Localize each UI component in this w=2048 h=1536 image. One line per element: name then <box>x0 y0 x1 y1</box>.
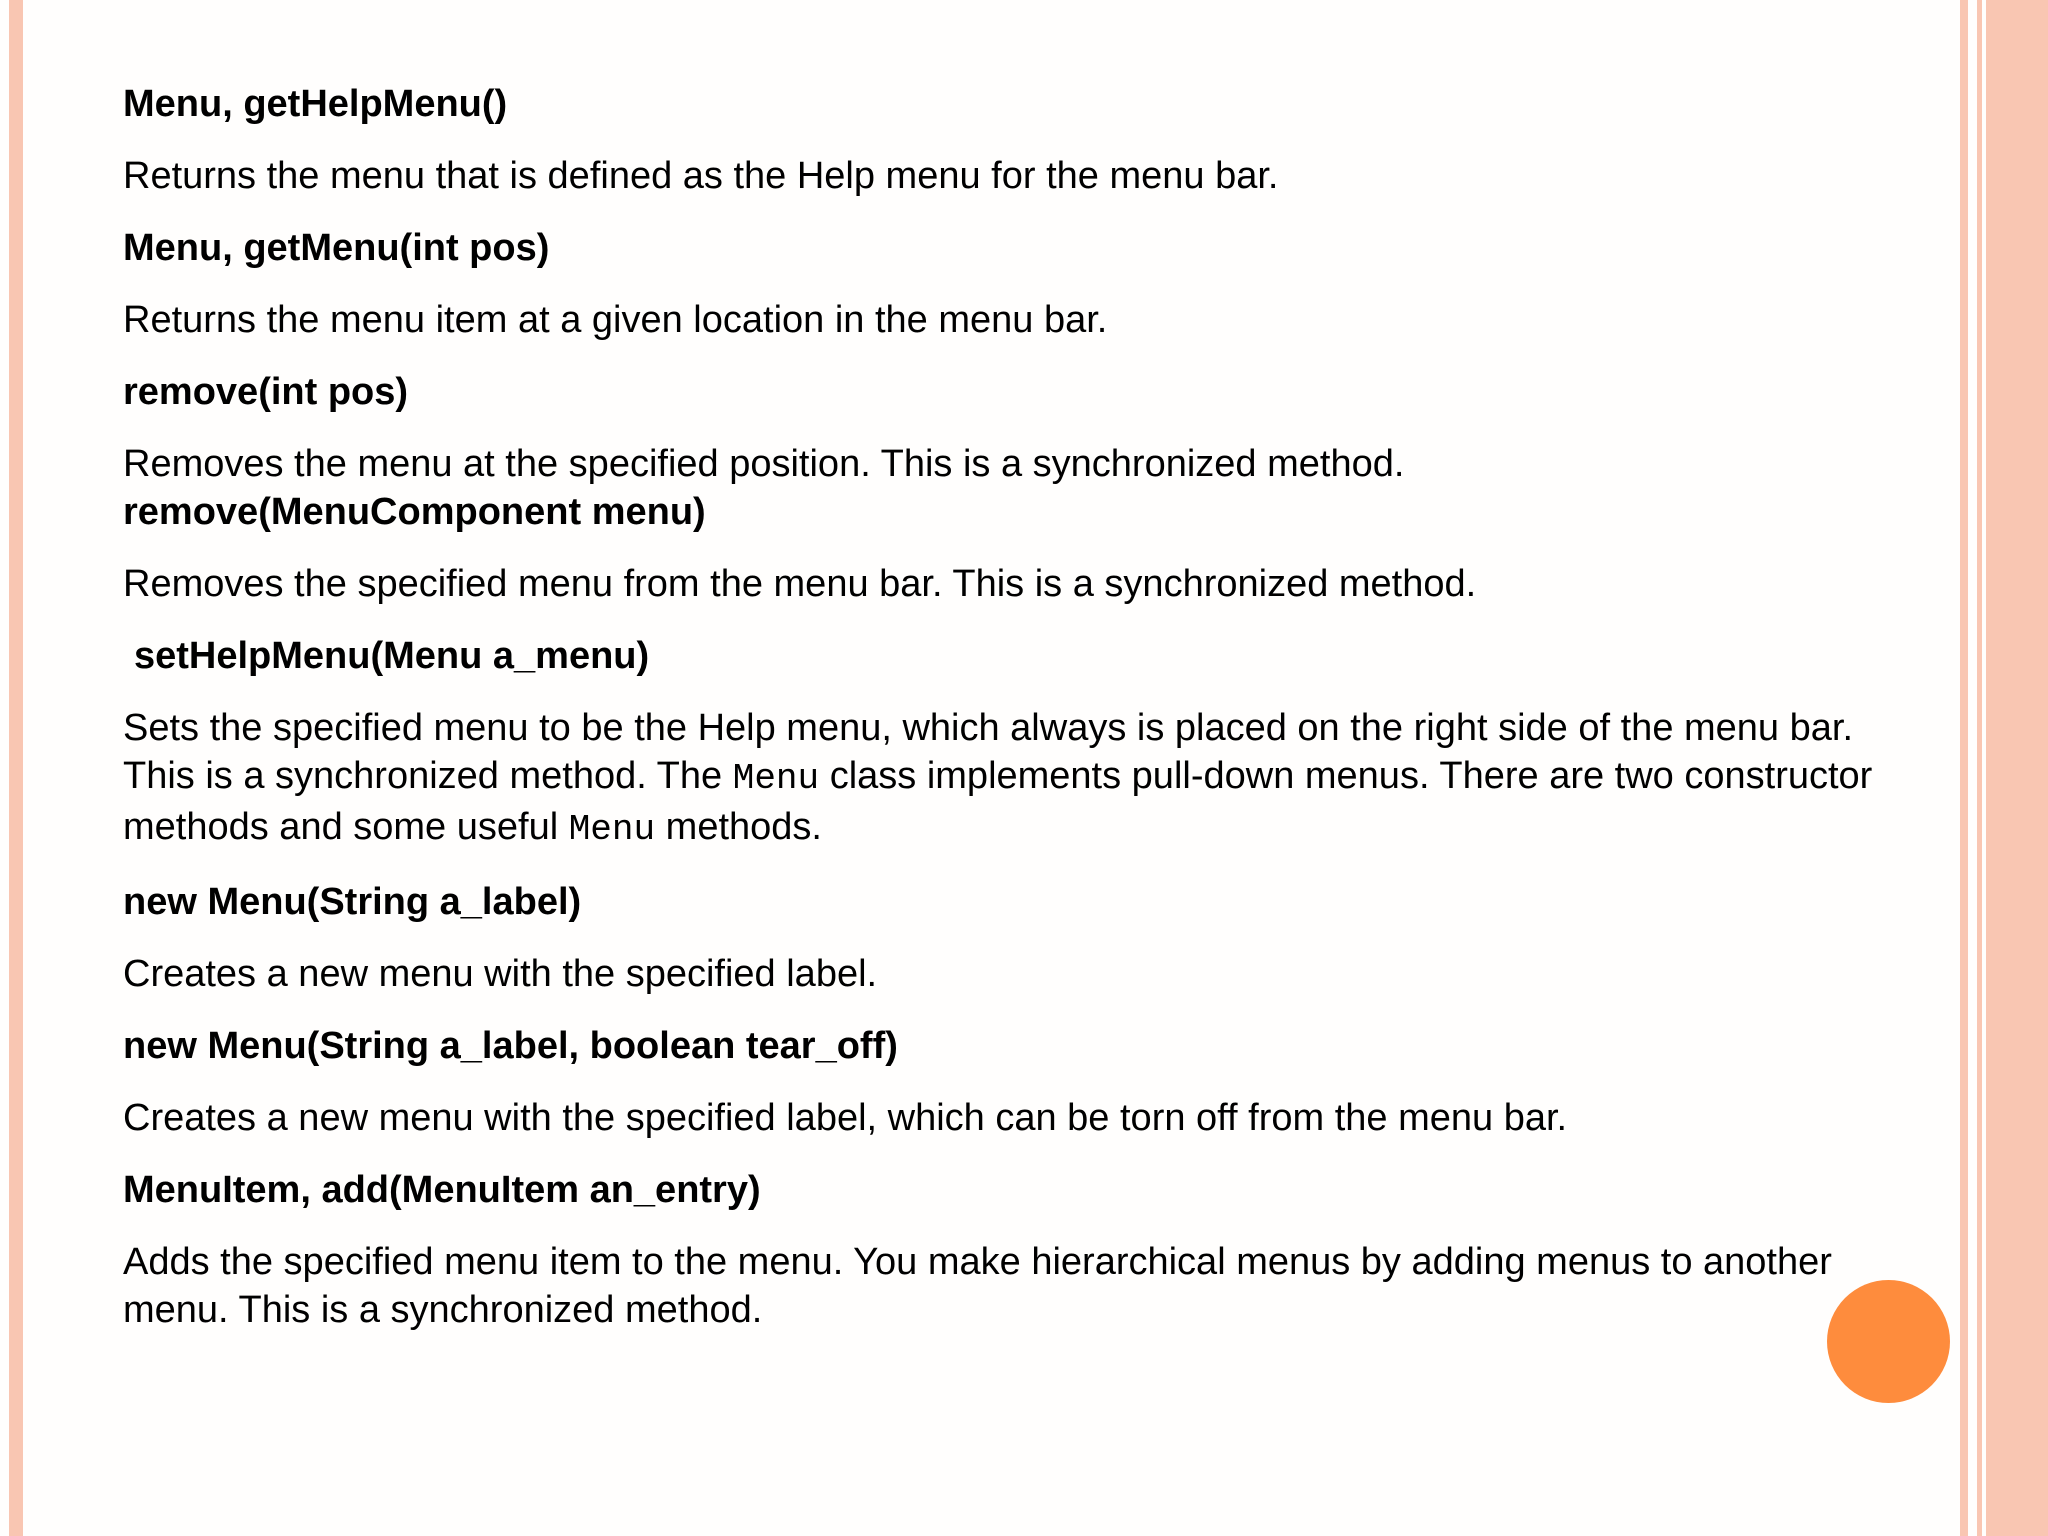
code-class-name: Menu <box>732 758 820 799</box>
description-text: class implements pull-down menus. There are two constructor methods and some useful <box>123 755 1873 848</box>
method-heading: remove(int pos) <box>123 371 409 413</box>
method-heading: remove(MenuComponent menu) <box>123 491 706 533</box>
method-description: Creates a new menu with the specified label. <box>123 953 878 995</box>
method-description: Creates a new menu with the specified label, which can be torn off from the menu bar. <box>123 1097 1568 1139</box>
method-description: Removes the menu at the specified position. This is a synchronized method. <box>123 443 1405 485</box>
method-description: Returns the menu item at a given location in the menu bar. <box>123 299 1108 341</box>
method-heading: Menu, getHelpMenu() <box>123 83 508 125</box>
right-border-stripe-3 <box>1986 0 2048 1536</box>
decorative-orange-circle <box>1827 1280 1950 1403</box>
method-description <box>123 704 1923 854</box>
method-heading: Menu, getMenu(int pos) <box>123 227 550 269</box>
slide-content <box>123 80 1923 1334</box>
right-border-stripe-1 <box>1960 0 1968 1536</box>
method-heading: setHelpMenu(Menu a_menu) <box>134 635 650 677</box>
method-heading: MenuItem, add(MenuItem an_entry) <box>123 1169 761 1211</box>
method-heading: new Menu(String a_label) <box>123 881 582 923</box>
description-text: methods. <box>655 806 822 848</box>
left-border-stripe <box>9 0 23 1536</box>
right-border-stripe-2 <box>1977 0 1982 1536</box>
description-text: Sets the specified menu to be the Help menu, which always is placed on the right side of the menu bar. This is a synchronized method. The <box>123 707 1854 797</box>
code-class-name: Menu <box>568 809 656 850</box>
method-description: Adds the specified menu item to the menu. You make hierarchical menus by adding menus to another menu. This is a synchronized method. <box>123 1241 1832 1331</box>
method-description: Returns the menu that is defined as the Help menu for the menu bar. <box>123 155 1279 197</box>
method-description: Removes the specified menu from the menu bar. This is a synchronized method. <box>123 563 1477 605</box>
method-heading: new Menu(String a_label, boolean tear_off) <box>123 1025 898 1067</box>
